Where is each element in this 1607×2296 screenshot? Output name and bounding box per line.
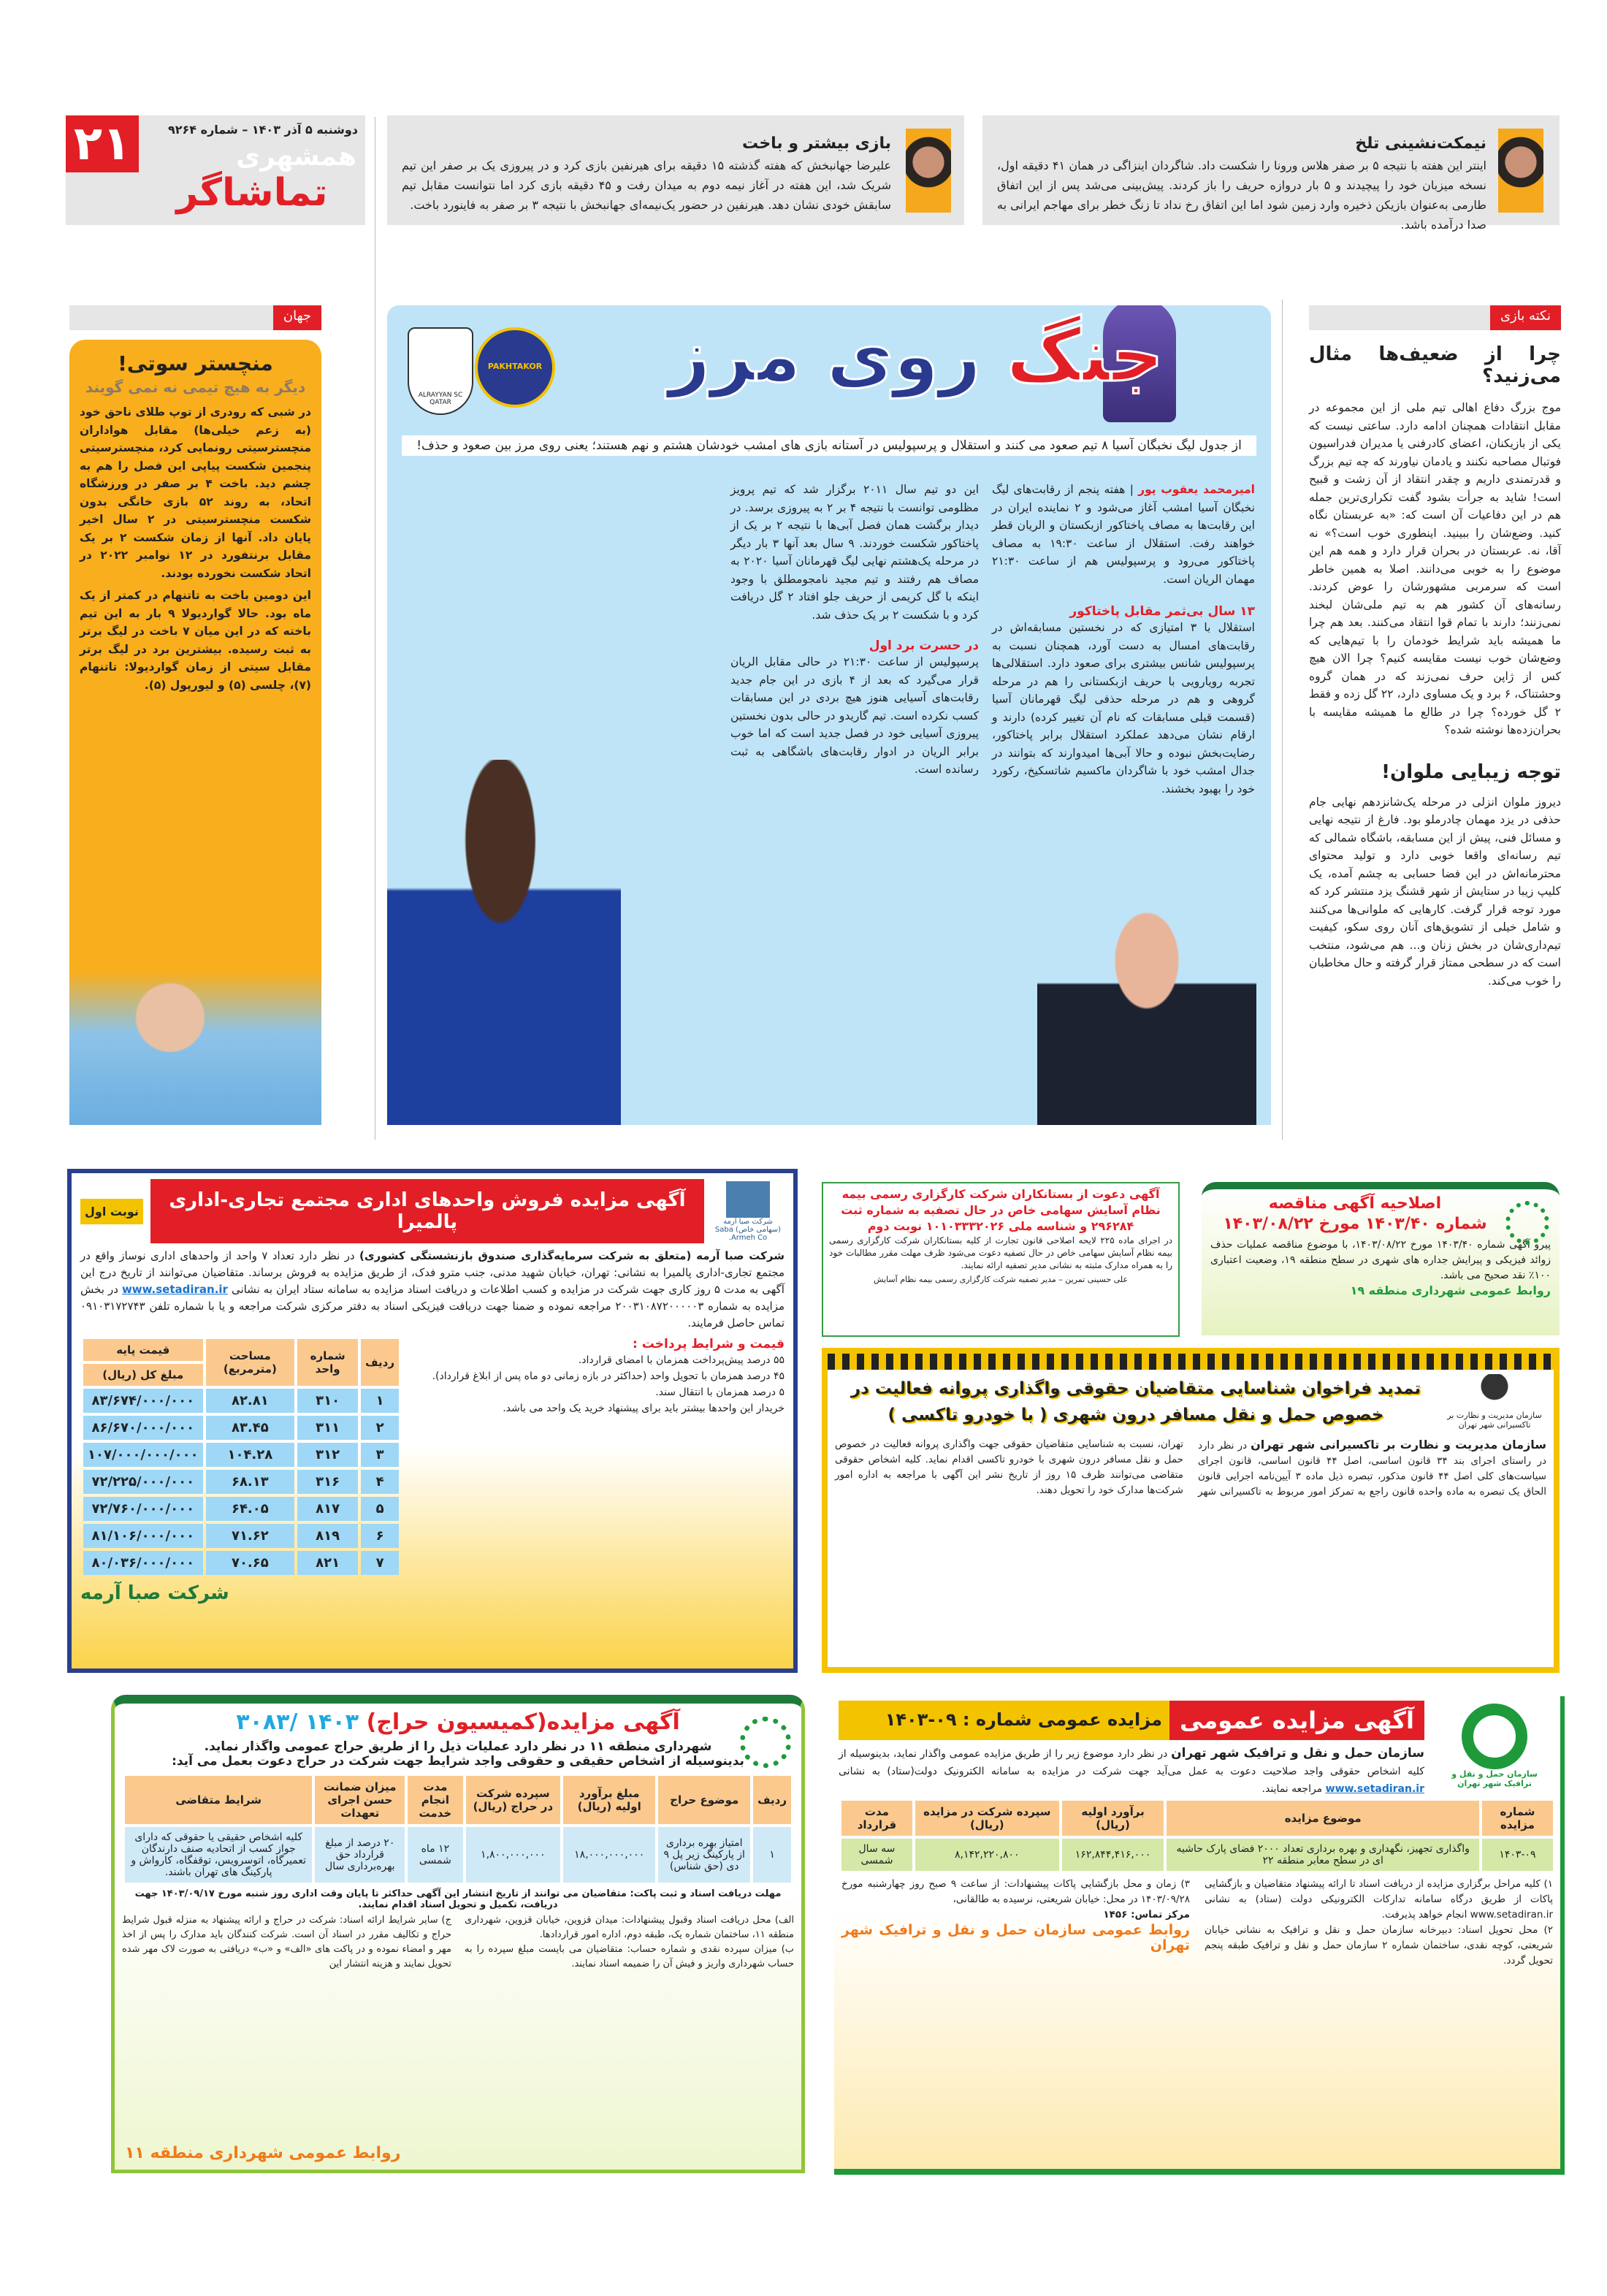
ad-title: تمدید فراخوان شناسایی متقاضیان حقوقی واگذاری پروانه فعالیت در خصوص حمل و نقل مسافر درون شهری ( با خودرو تاکسی ) bbox=[850, 1379, 1421, 1424]
ad-text: در اجرای ماده ۲۲۵ لایحه اصلاحی قانون تجارت از کلیه بستانکاران شرکت کارگزاری رسمی بیمه نظام آسایش سهامی خاص در حال تصفیه دعوت می‌شود ظرف مهلت مقرر مطالبات خود را به همراه مدارک مثبته به نشانی مدیر تصفیه ارائه نمایند. bbox=[829, 1235, 1172, 1270]
ad-number: مزایده عمومی شماره : ۰۹-۱۴۰۳ bbox=[839, 1701, 1169, 1740]
table-cell: ۱ bbox=[361, 1389, 399, 1413]
paper-name-watermark: همشهری bbox=[236, 142, 356, 172]
ad-lead: شهرداری منطقه ۱۱ در نظر دارد عملیات ذیل را از طریق حراج عمومی واگذار نماید. bbox=[204, 1739, 712, 1754]
club-logo-pakhtakor: PAKHTAKOR bbox=[475, 327, 555, 408]
world-paragraph: این دومین باخت به تاتنهام در کمتر از یک ماه بود. حالا گواردیولا ۹ بار به این تیم باخته که در این میان ۷ باخت در لیگ برتر به ثبت رسیده. بیشترین برد در لیگ برتر مقابل سیتی از زمان گواردیولا: تاتنهام (۷)، چلسی (۵) و لیورپول (۵). bbox=[80, 589, 312, 692]
taxi-org-logo: سازمان مدیریت و نظارت بر تاکسیرانی شهر تهران bbox=[1440, 1374, 1549, 1430]
table-cell: کلیه اشخاص حقیقی یا حقوقی که دارای جواز کسب از اتحادیه صنف دارندگان تعمیرگاه، اتوسرویس، توقفگاه، کارواش و پارکینگ های تهران باشند. bbox=[125, 1827, 312, 1883]
table-header: شرایط متقاضی bbox=[125, 1776, 312, 1824]
ad-note: ۳) زمان و محل بازگشایی پاکات پیشنهادات: از ساعت ۹ صبح روز چهارشنبه مورخ ۱۴۰۳/۰۹/۲۸ در محل: خیابان شریعتی، نرسیده به طالقانی، bbox=[841, 1878, 1190, 1905]
world-box bbox=[69, 340, 321, 1125]
table-row bbox=[841, 1839, 1553, 1871]
table-header: ردیف bbox=[753, 1776, 791, 1824]
contact-center: مرکز تماس: ۱۴۵۶ bbox=[1103, 1909, 1190, 1921]
table-cell: ۶۸.۱۳ bbox=[206, 1470, 295, 1494]
player-photo bbox=[69, 972, 321, 1125]
ad-footer: روابط عمومی سازمان حمل و نقل و ترافیک شهر تهران bbox=[841, 1922, 1190, 1953]
world-paragraph: در شبی که رودری از توپ طلای ناحق خود (به زعم خیلی‌ها) مقابل هواداران منچسترسیتی رونمایی کرد، منچسترسیتی پنجمین شکست پیاپی این فصل را هم به چشم دید. باخت ۴ بر صفر در ورزشگاه اتحاد، به روند ۵۲ بازی خانگی بدون شکست منچسترسیتی در ۲ سال اخیر پایان داد. آنها از زمان شکست ۲ بر یک مقابل برنتفورد در ۱۲ نوامبر ۲۰۲۲ در اتحاد شکست نخورده بودند. bbox=[80, 405, 312, 580]
article-text: پرسپولیس از ساعت ۲۱:۳۰ در حالی مقابل الریان قرار می‌گیرد که بعد از ۴ بازی در این جام جدید رقابت‌های آسیایی هنوز هیچ بردی در این مسابقات کسب نکرده است. تیم گاریدو در حالی بدون نخستین پیروزی آسیایی خود در فصل جدید است که اما خوب برابر الریان در ادوار رقابت‌های باشگاهی به ثبت رسانده است. bbox=[730, 655, 979, 776]
coach-photo-right bbox=[1037, 906, 1256, 1125]
column-rule bbox=[1282, 300, 1283, 1140]
table-header: شماره مزایده bbox=[1482, 1801, 1553, 1836]
brief-box-2 bbox=[387, 115, 964, 225]
traffic-org-logo: سازمان حمل و نقل و ترافیک شهر تهران bbox=[1451, 1704, 1538, 1788]
ad-note: ب) میزان سپرده نقدی و شماره حساب: متقاضیان می بایست مبلغ سپرده را به حساب شهرداری واریز و فیش آن را ضمیمه اسناد نمایند. bbox=[465, 1944, 794, 1969]
term: ۵۵ درصد پیش‌پرداخت همزمان با امضای قرارداد. bbox=[578, 1354, 785, 1366]
table-cell: ۲ bbox=[361, 1416, 399, 1440]
table-header: سپرده شرکت در مزایده (ریال) bbox=[915, 1801, 1059, 1836]
section-tag-label: جهان bbox=[273, 305, 321, 330]
ad-title: آگهی مزایده عمومی bbox=[1169, 1701, 1424, 1740]
headline-blue: روی مرز bbox=[668, 313, 981, 398]
malavan-title: توجه زیبایی ملوان! bbox=[1381, 760, 1561, 783]
ad-note: ۲) محل تحویل اسناد: دبیرخانه سازمان حمل و نقل و ترافیک به نشانی خیابان شریعتی، کوچه نقدی، ساختمان شماره ۲ سازمان حمل و نقل و ترافیک طبقه پنجم تحویل گردد. bbox=[1205, 1924, 1553, 1967]
section-logo: تماشاگر bbox=[176, 171, 328, 215]
page-number: ۲۱ bbox=[66, 115, 139, 172]
world-subtitle: دیگر به هیچ تیمی نه نمی گویند bbox=[85, 378, 306, 396]
table-row bbox=[83, 1443, 399, 1467]
ad-title: آگهی دعوت از بستانکاران شرکت کارگزاری رسمی بیمه نظام آسایش سهامی خاص در حال تصفیه به شماره ثبت ۲۹۶۲۸۴ و شناسه ملی ۱۰۱۰۳۳۳۲۰۲۶ نوبت دوم bbox=[841, 1187, 1161, 1233]
table-row bbox=[83, 1497, 399, 1521]
masthead bbox=[66, 115, 365, 225]
table-cell: ۸۰/۰۳۶/۰۰۰/۰۰۰ bbox=[83, 1551, 203, 1575]
org-name: سازمان مدیریت و نظارت بر تاکسیرانی شهر تهران bbox=[1251, 1438, 1547, 1452]
table-cell: ۷ bbox=[361, 1551, 399, 1575]
section-tag-label: نکته بازی bbox=[1490, 305, 1561, 330]
table-cell: ۳۱۲ bbox=[297, 1443, 358, 1467]
brief-title: نیمکت‌نشینی تلخ bbox=[1355, 134, 1486, 153]
ad-lead: بدینوسیله از اشخاص حقیقی و حقوقی واجد شرایط جهت شرکت در حراج دعوت بعمل می آید: bbox=[172, 1754, 744, 1769]
table-cell: واگذاری تجهیز، نگهداری و بهره برداری تعداد ۲۰۰۰ فضای پارک حاشیه ای در سطح معابر منطقه ۲۲ bbox=[1167, 1839, 1478, 1871]
units-table: ردیف شماره واحد مساحت (مترمربع) قیمت پایه مبلغ کل (ریال) ۱ ۳۱۰ ۸۲.۸۱ ۸۳/۶۷۴/۰۰۰/۰۰۰ ۲ ۳۱۱ ۸۳.۴۵ ۸۶/۶۷۰/۰۰۰/۰۰۰ ۳ ۳۱۲ ۱۰۴.۲۸ ۱۰۷/۰۰۰/۰۰۰/۰۰۰ ۴ ۳۱۶ ۶۸.۱۳ ۷۲/۲۲۵/۰۰۰/۰۰۰ ۵ ۸۱۷ ۶۴.۰۵ ۷۲/۷۶۰/۰۰۰/۰۰۰ ۶ ۸۱۹ ۷۱.۶۲ ۸۱/۱۰۶/۰۰۰/۰۰۰ ۷ ۸۲۱ ۷۰.۶۵ ۸۰/۰۳۶/۰۰۰/۰۰۰ bbox=[80, 1336, 402, 1578]
ad-text: در نظر دارد موضوع زیر را از طریق مزایده عمومی واگذار نماید، بدینوسیله از کلیه اشخاص حقوقی واجد صلاحیت دعوت به عمل می‌آید جهت شرکت در مزایده به سامانه الکترونیک دولت(ستاد) به نشانی bbox=[839, 1748, 1424, 1777]
ad-title: آگهی مزایده فروش واحدهای اداری مجتمع تجاری-اداری پالمیرا bbox=[150, 1179, 704, 1243]
headline-red: جنگ bbox=[1006, 313, 1164, 398]
ad-auction-region11 bbox=[111, 1695, 805, 2173]
table-cell: ۸۲۱ bbox=[297, 1551, 358, 1575]
brief-title: بازی بیشتر و باخت bbox=[742, 134, 891, 153]
table-cell: ۱ bbox=[753, 1827, 791, 1883]
table-row bbox=[83, 1389, 399, 1413]
ad-text: مراجعه نمایند. bbox=[1261, 1783, 1323, 1795]
table-cell: ۱۰۷/۰۰۰/۰۰۰/۰۰۰ bbox=[83, 1443, 203, 1467]
table-header: مبلغ برآورد اولیه (ریال) bbox=[563, 1776, 655, 1824]
issue-date: دوشنبه ۵ آذر ۱۴۰۳ – شماره ۹۲۶۴ bbox=[167, 123, 358, 137]
subheading: ۱۳ سال بی‌ثمر مقابل پاختاکور bbox=[1069, 604, 1255, 619]
org-name: سازمان حمل و نقل و ترافیک شهر تهران bbox=[1171, 1746, 1424, 1761]
ad-text: در نظر دارد در راستای اجرای بند ۳۴ قانون اساسی، اصل ۴۴ قانون اساسی، قانون اجرای سیاست‌های کلی اصل ۴۴ قانون مذکور، تبصره ذیل ماده ۳ آیین‌نامه اجرایی قانون الحاق یک تبصره به ماده واحده قانون راجع به تمرکز امور مربوط به تاکسیرانی شهر تهران، نسبت به شناسایی متقاضیان حقوقی جهت واگذاری پروانه فعالیت در خصوص حمل و نقل مسافر درون شهری با خودرو تاکسی اقدام نماید. کلیه اشخاص حقوقی متقاضی می‌توانند ظرف ۱۵ روز از تاریخ نشر این آگهی با مراجعه به اداره امور شرکت‌ها مدارک خود را تحویل دهند. bbox=[835, 1438, 1546, 1498]
table-header: سپرده شرکت در حراج (ریال) bbox=[466, 1776, 561, 1824]
table-cell: ۱,۸۰۰,۰۰۰,۰۰۰ bbox=[466, 1827, 561, 1883]
table-cell: ۸۱۷ bbox=[297, 1497, 358, 1521]
ad-taxi bbox=[822, 1348, 1560, 1673]
brief-box-1 bbox=[982, 115, 1560, 232]
table-cell: ۳۱۰ bbox=[297, 1389, 358, 1413]
saba-armeh-logo: شرکت صبا آرمه (سهامی خاص) Saba Armeh Co. bbox=[711, 1181, 785, 1242]
ad-note: الف) محل دریافت اسناد وقبول پیشنهادات: میدان قزوین، خیابان قزوین، شهرداری منطقه ۱۱، ساختمان شماره یک، طبقه دوم، اداره امور قراردادها. bbox=[465, 1915, 794, 1940]
table-header: موضوع مزایده bbox=[1167, 1801, 1478, 1836]
ad-signature: علی حسینی تمرین – مدیر تصفیه شرکت کارگزاری رسمی بیمه نظام آسایش bbox=[873, 1275, 1129, 1284]
ad-text: در بخش مزایده به شماره ۲۰۰۳۱۰۸۷۲۰۰۰۰۰۳ مراجعه نموده و ضمنا جهت دریافت فیزیکی اسناد به دفتر مرکزی شرکت مراجعه و یا با شماره تلفن ۰۹۱۰۳۱۷۲۷۴۳ تماس حاصل فرمایند. bbox=[80, 1283, 785, 1330]
ad-palmira bbox=[67, 1169, 798, 1673]
section-tag-world bbox=[69, 305, 321, 330]
table-cell: ۶ bbox=[361, 1524, 399, 1548]
table-header: برآورد اولیه (ریال) bbox=[1062, 1801, 1164, 1836]
round-badge: نوبت اول bbox=[80, 1199, 143, 1224]
table-cell: ۷۱.۶۲ bbox=[206, 1524, 295, 1548]
table-cell: ۸۲.۸۱ bbox=[206, 1389, 295, 1413]
table-cell: ۲۰ درصد از مبلغ قرارداد حق بهره‌برداری سال bbox=[315, 1827, 405, 1883]
table-row bbox=[83, 1551, 399, 1575]
tehran-municipality-logo bbox=[1505, 1201, 1549, 1245]
headline-lead: از جدول لیگ نخبگان آسیا ۸ تیم صعود می کنند و استقلال و پرسپولیس در آستانه بازی های امشب خودشان هشتم و نهم هستند؛ یعنی روی مرز بین صعود و حذف! bbox=[402, 435, 1256, 456]
table-header: موضوع حراج bbox=[658, 1776, 750, 1824]
term: خریدار این واحدها بیشتر باید برای پیشنهاد خرید یک واحد می باشد. bbox=[503, 1403, 785, 1414]
table-cell: ۸۱/۱۰۶/۰۰۰/۰۰۰ bbox=[83, 1524, 203, 1548]
deadline-text: مهلت دریافت اسناد و ثبت پاکت: متقاضیان می توانند از تاریخ انتشار این آگهی حداکثر تا پایان وقت اداری روز شنبه مورخ ۱۴۰۳/۰۹/۱۷ جهت دریافت، تکمیل و تحویل اسناد اقدام نمایند. bbox=[134, 1888, 782, 1910]
ad-footer: روابط عمومی شهرداری منطقه ۱۹ bbox=[1350, 1284, 1551, 1297]
table-header: میزان ضمانت حسن اجرای تعهدات bbox=[315, 1776, 405, 1824]
table-row bbox=[83, 1416, 399, 1440]
ad-number: ۱۴۰۳ /۳۰۸۳ bbox=[236, 1709, 359, 1735]
table-row bbox=[125, 1827, 791, 1883]
table-cell: ۸۱۹ bbox=[297, 1524, 358, 1548]
table-header: مدت انجام خدمت bbox=[408, 1776, 462, 1824]
article-text: استقلال با ۳ امتیازی که در نخستین مسابقه‌اش در رقابت‌های امسال به دست آورد، همچنان نسبت به پرسپولیس شانس بیشتری برای صعود دارد. استقلالی‌ها تجربه رویارویی با حریف ازبکستانی را هم در مرحله گروهی و هم در مرحله حذفی لیگ قهرمانان آسیا (قسمت قبلی مسابقات که نام آن تغییر کرده) دارند و ارقام نشان می‌دهد عملکرد استقلال برابر پاختاکور، رضایت‌بخش نبوده و حالا آبی‌ها امیدوارند که بتوانند در جدال امشب خود با شاگردان ماکسیم شاتسکیخ، رکورد خود را بهبود بخشند. bbox=[992, 621, 1255, 796]
byline: امیرمحمد یعقوب پور bbox=[1138, 483, 1255, 496]
ad-text: در نظر دارد تعداد ۷ واحد از واحدهای اداری نوساز واقع در مجتمع تجاری-اداری پالمیرا به نشانی: تهران، خیابان شهید مدنی، جنب مترو فدک، از طریق مزایده به فروش برساند. متقاضیان می‌توانند از تاریخ درج این آگهی به مدت ۵ روز کاری جهت شرکت در مزایده و کسب اطلاعات و دریافت اسناد مزایده به سامانه ستاد ایران به نشانی bbox=[80, 1249, 785, 1296]
brief-text: اینتر این هفته با نتیجه ۵ بر صفر هلاس ورونا را شکست داد. شاگردان اینزاگی در همان ۴۱ دقیقه اول، نسخه میزبان خود را پیچیدند و ۵ بار دروازه حریف را باز کردند. پیش‌بینی می‌شد پس از این اتفاق طارمی به‌عنوان بازیکن ذخیره وارد زمین شود اما این اتفاق رخ نداد تا زنگ خطر برای مهاجم ایرانی به صدا درآمده باشد. bbox=[997, 159, 1486, 232]
ad-creditors bbox=[822, 1182, 1180, 1337]
table-cell: ۷۰.۶۵ bbox=[206, 1551, 295, 1575]
malavan-text: دیروز ملوان انزلی در مرحله یک‌شانزدهم نهایی جام حذفی در یزد مهمان چادرملو بود. فارغ از نتیجه نهایی و مسائل فنی، پیش از این مسابقه، باشگاه شمالی که تیم رسانه‌ای واقعا خوبی دارد و تولید محتوای محترمانه‌اش در این فضا حسابی به چشم آمده، یک کلیپ زیبا در ستایش از شهر قشنگ یزد منتشر کرد که مورد توجه قرار گرفت. کارهایی که ملوانی‌ها می‌کنند و شامل خیلی از تشویق‌های آنان روی سکو، کیفیت تیم‌داری‌شان در بخش زنان و... هم می‌شود، منتخب است که در سطحی ممتاز قرار گرفته و حال مخاطبان را خوب می‌کند. bbox=[1309, 795, 1561, 988]
term: ۵ درصد همزمان با انتقال سند. bbox=[655, 1387, 785, 1398]
ad-title: اصلاحیه آگهی مناقصه شماره ۱۴۰۳/۴۰ مورخ ۱۴۰۳/۰۸/۲۲ bbox=[1223, 1194, 1487, 1233]
table-cell: ۱۸,۰۰۰,۰۰۰,۰۰۰ bbox=[563, 1827, 655, 1883]
table-cell: ۱۲ ماه شمسی bbox=[408, 1827, 462, 1883]
player-photo bbox=[906, 129, 951, 213]
player-photo bbox=[1498, 129, 1543, 213]
world-title: منچستر سوتی! bbox=[118, 351, 273, 375]
table-cell: ۱۰۴.۲۸ bbox=[206, 1443, 295, 1467]
tehran-municipality-logo bbox=[740, 1717, 791, 1768]
table-row bbox=[83, 1524, 399, 1548]
table-cell: ۳۱۶ bbox=[297, 1470, 358, 1494]
brief-text: علیرضا جهانبخش که هفته گذشته ۱۵ دقیقه برای هیرنفین بازی کرد و در پیروزی یک بر صفر این تیم شریک شد، این هفته در آغاز نیمه دوم به میدان رفت و ۴۵ دقیقه بازی کرد اما نتوانست مقابل تیم سابقش خودی نشان دهد. هیرنفین در حضور یک‌نیمه‌ای جهانبخش با نتیجه ۳ بر صفر به فاینورد باخت. bbox=[402, 159, 892, 212]
setadiran-link[interactable]: www.setadiran.ir bbox=[121, 1283, 228, 1296]
tip-text: موج بزرگ دفاع اهالی تیم ملی از این مجموعه در مقابل انتقادات همچنان ادامه دارد. ساعتی نیست که یکی از بازیکنان، اعضای کادرفنی یا مدیران فدراسیون فوتبال مصاحبه نکنند و یادمان نیاورند که چه تیم بزرگ و قدرتمندی داریم و چقدر انتقاد از آن زشت و قبیح است! شاید به جرأت بشود گفت تکراری‌ترین جمله هم در این دفاعیات آن است که: «به عربستان نگاه کنید. وضع‌شان را ببینید. اینطوری خوب است؟» نه آقا، نه. عربستان در بحران قرار دارد و همه هم این موضوع را به خوبی می‌دانند. اصلا به همین خاطر است که سرمربی مشهورشان را عوض کردند. رسانه‌های آن کشور هم به تیم ملی‌شان لبخند نمی‌زنند؛ دارند با تمام قوا انتقاد می‌کنند. بعد هم چرا ما همیشه باید شرایط خودمان را با تیم‌هایی که وضع‌شان خوب نیست مقایسه کنیم؟ چرا الان هیچ کس از ژاپن حرف نمی‌زند که در همان گروه وحشتناک، ۶ برد و یک مساوی دارد، ۲۲ گل زده و فقط ۲ گل خورده؟ چرا در طالع ما همیشه مقایسه با بحران‌زده‌ها نوشته شده؟ bbox=[1309, 401, 1561, 736]
ad-traffic-auction bbox=[834, 1696, 1565, 2175]
checker-band bbox=[828, 1354, 1554, 1370]
ad-title: آگهی مزایده(کمیسیون حراج) bbox=[366, 1709, 680, 1735]
tip-title: چرا از ضعیف‌ها مثال می‌زنید؟ bbox=[1309, 343, 1561, 387]
table-header: مدت قرارداد bbox=[841, 1801, 912, 1836]
ad-note: ج) سایر شرایط ارائه اسناد: شرکت در حراج و ارائه پیشنهاد به منزله قبول شرایط حراج و تکالیف مقرر در اسناد آن است. شرکت کنندگان باید مدارک را پس از اخذ مهر و امضاء نموده و در پاکت های «الف» و «ب» دریافتی به صورت لاک مهر شده تحویل نمایند و هزینه انتشار این bbox=[122, 1915, 451, 1969]
ad-footer: شرکت صبا آرمه bbox=[80, 1582, 229, 1604]
intro-text: هفته پنجم از رقابت‌های لیگ نخبگان آسیا امشب آغاز می‌شود و ۲ نماینده ایران در این رقابت‌ها به مصاف پاختاکور ازبکستان و الریان قطر خواهند رفت. استقلال از ساعت ۱۹:۳۰ به مصاف پاختاکور می‌رود و پرسپولیس هم از ساعت ۲۱:۳۰ مهمان الریان است. bbox=[992, 483, 1255, 586]
auction-table bbox=[122, 1773, 794, 1885]
table-cell: ۷۲/۷۶۰/۰۰۰/۰۰۰ bbox=[83, 1497, 203, 1521]
ad-footer: روابط عمومی شهرداری منطقه ۱۱ bbox=[125, 2144, 401, 2162]
table-cell: امتیاز بهره برداری از پارکینگ زیر پل ۹ دی (حق شناس) bbox=[658, 1827, 750, 1883]
article-text: این دو تیم سال ۲۰۱۱ برگزار شد که تیم پرویز مظلومی توانست با نتیجه ۴ بر ۲ به پیروزی برسد. در دیدار برگشت همان فصل آبی‌ها با نتیجه ۲ بر یک از پاختاکور شکست خوردند. ۹ سال بعد آنها ۳ بار دیگر در مرحله یک‌هشتم نهایی لیگ قهرمانان آسیا ۲۰۲۰ به مصاف هم رفتند و تیم مجید نامجومطلق با وجود اینکه با گل کریمی از حریف جلو افتاد ۲ گل دریافت کرد و با شکست ۲ بر یک حذف شد. bbox=[730, 483, 980, 622]
coach-photo-left bbox=[387, 760, 621, 1125]
table-cell: ۱۴۰۳-۰۹ bbox=[1482, 1839, 1553, 1871]
club-logo-alrayyan: ALRAYYAN SC QATAR bbox=[408, 327, 473, 415]
table-cell: ۸۳.۴۵ bbox=[206, 1416, 295, 1440]
ad-tender-correction bbox=[1202, 1182, 1560, 1335]
auction-table bbox=[839, 1798, 1556, 1874]
table-cell: ۸۶/۶۷۰/۰۰۰/۰۰۰ bbox=[83, 1416, 203, 1440]
table-cell: ۳۱۱ bbox=[297, 1416, 358, 1440]
table-cell: ۴ bbox=[361, 1470, 399, 1494]
ad-text: پیرو آگهی شماره ۱۴۰۳/۴۰ مورخ ۱۴۰۳/۰۸/۲۲، با موضوع مناقصه عملیات حذف زوائد فیزیکی و پیرایش جداره های شهری در سطح منطقه ۱۹، وضعیت اعتباری ۱۰۰٪ نقد صحیح می باشد. bbox=[1210, 1239, 1551, 1281]
table-cell: ۸,۱۴۲,۲۲۰,۸۰۰ bbox=[915, 1839, 1059, 1871]
terms-title: قیمت و شرایط پرداخت : bbox=[633, 1337, 785, 1351]
section-tag-tip bbox=[1309, 305, 1561, 330]
table-cell: ۱۶۲,۸۴۴,۴۱۶,۰۰۰ bbox=[1062, 1839, 1164, 1871]
table-cell: ۶۴.۰۵ bbox=[206, 1497, 295, 1521]
table-cell: ۵ bbox=[361, 1497, 399, 1521]
table-row bbox=[83, 1470, 399, 1494]
term: ۴۵ درصد همزمان با تحویل واحد (حداکثر در بازه زمانی دو ماه پس از ابلاغ قرارداد). bbox=[432, 1370, 785, 1382]
setadiran-link[interactable]: www.setadiran.ir bbox=[1325, 1783, 1424, 1795]
table-cell: ۸۳/۶۷۴/۰۰۰/۰۰۰ bbox=[83, 1389, 203, 1413]
table-cell: ۷۲/۲۲۵/۰۰۰/۰۰۰ bbox=[83, 1470, 203, 1494]
subheading: در حسرت برد اول bbox=[869, 638, 979, 653]
table-cell: سه سال شمسی bbox=[841, 1839, 912, 1871]
table-cell: ۳ bbox=[361, 1443, 399, 1467]
feature-panel: جنگ روی مرز PAKHTAKOR ALRAYYAN SC QATAR از جدول لیگ نخبگان آسیا ۸ تیم صعود می کنند و استقلال و پرسپولیس در آستانه بازی های امشب خودشان هشتم و نهم هستند؛ یعنی روی مرز بین صعود و حذف! امیرمحمد یعقوب پور | هفته پنجم از رقابت‌های لیگ نخبگان آسیا امشب آغاز می‌شود و ۲ نماینده ایران در این رقابت‌ها به مصاف پاختاکور ازبکستان و الریان قطر خواهند رفت. استقلال از ساعت ۱۹:۳۰ به مصاف پاختاکور می‌رود و پرسپولیس هم از ساعت ۲۱:۳۰ مهمان الریان است. ۱۳ سال بی‌ثمر مقابل پاختاکور استقلال با ۳ امتیازی که در نخستین مسابقه‌اش در رقابت‌های امسال به دست آورد، همچنان نسبت به پرسپولیس شانس بیشتری برای صعود دارد. استقلالی‌ها تجربه رویارویی با حریف ازبکستانی را هم در مرحله گروهی و هم در مرحله حذفی لیگ قهرمانان آسیا (قسمت قبلی مسابقات که نام آن تغییر کرده) دارند و ارقام نشان می‌دهد عملکرد استقلال برابر پاختاکور، رضایت‌بخش نبوده و حالا آبی‌ها امیدوارند که بتوانند در جدال امشب خود با شاگردان ماکسیم شاتسکیخ، رکورد خود را بهبود بخشند. این دو تیم سال ۲۰۱۱ برگزار شد که تیم پرویز مظلومی توانست با نتیجه ۴ بر ۲ به پیروزی برسد. در دیدار برگشت همان فصل آبی‌ها با نتیجه ۲ بر یک از پاختاکور شکست خوردند. ۹ سال بعد آنها ۳ بار دیگر در مرحله یک‌هشتم نهایی لیگ قهرمانان آسیا ۲۰۲۰ به مصاف هم رفتند و تیم مجید نامجومطلق با وجود اینکه با گل کریمی از حریف جلو افتاد ۲ گل دریافت کرد و با شکست ۲ بر یک حذف شد. در حسرت برد اول پرسپولیس از ساعت ۲۱:۳۰ در حالی مقابل الریان قرار می‌گیرد که بعد از ۴ بازی در این جام جدید رقابت‌های آسیایی هنوز هیچ بردی در این مسابقات کسب نکرده است. تیم گاریدو در حالی بدون نخستین پیروزی آسیایی خود در فصل جدید است که اما خوب برابر الریان در ادوار رقابت‌های باشگاهی به ثبت رسانده است. bbox=[387, 305, 1271, 1125]
company-name: شرکت صبا آرمه (متعلق به شرکت سرمایه‌گذاری صندوق بازنشستگی کشوری) bbox=[359, 1249, 785, 1262]
ad-note: ۱) کلیه مراحل برگزاری مزایده از دریافت اسناد تا ارائه پیشنهاد متقاضیان و بازگشایی پاکات از طریق درگاه سامانه تدارکات الکترونیکی دولت (ستاد) به نشانی www.setadiran.ir انجام خواهد پذیرفت. bbox=[1205, 1878, 1553, 1921]
